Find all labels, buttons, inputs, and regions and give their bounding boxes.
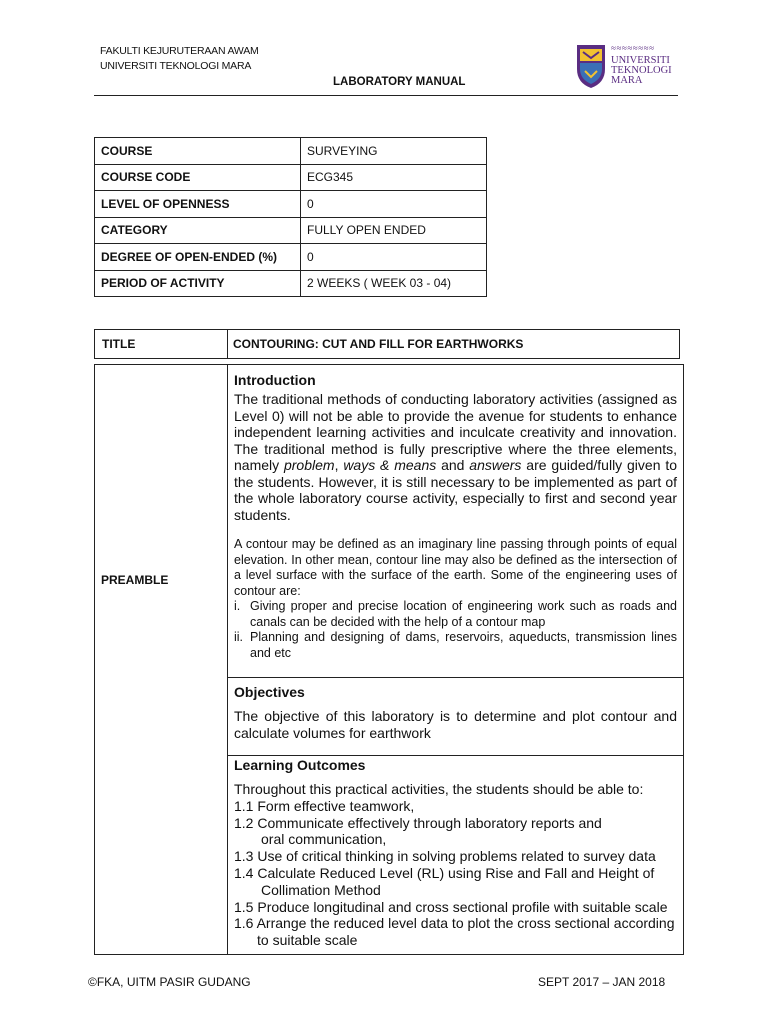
logo-line-3: MARA <box>611 75 643 86</box>
preamble-label: PREAMBLE <box>101 573 169 587</box>
logo-jawi-script: ≈≈≈≈≈≈≈≈ <box>611 43 655 53</box>
list-item <box>234 599 677 630</box>
learning-outcomes-list <box>234 781 677 949</box>
logo-line-2: TEKNOLOGI <box>611 65 672 76</box>
info-key: COURSE <box>95 138 301 165</box>
intro-emphasis: answers <box>469 457 522 473</box>
footer-copyright: ©FKA, UITM PASIR GUDANG <box>88 975 251 989</box>
title-row <box>94 329 680 359</box>
objectives-heading: Objectives <box>234 684 305 700</box>
preamble-section <box>94 364 684 955</box>
info-key: CATEGORY <box>95 217 301 244</box>
section-divider <box>227 755 683 756</box>
info-key: LEVEL OF OPENNESS <box>95 191 301 218</box>
intro-emphasis: ways & means <box>343 457 437 473</box>
info-value: SURVEYING <box>301 138 487 165</box>
outcome-line: 1.5 Produce longitudinal and cross sectional profile with suitable scale <box>234 898 668 915</box>
title-label: TITLE <box>102 337 136 351</box>
intro-emphasis: problem <box>283 457 335 473</box>
document-title: LABORATORY MANUAL <box>333 76 466 88</box>
list-item <box>234 815 677 849</box>
uitm-crest-icon <box>575 43 607 89</box>
section-divider <box>227 677 683 678</box>
table-row <box>95 270 487 297</box>
info-key: COURSE CODE <box>95 164 301 191</box>
info-value: FULLY OPEN ENDED <box>301 217 487 244</box>
introduction-block <box>234 372 677 661</box>
intro-text: and <box>436 457 470 473</box>
list-text: Giving proper and precise location of engineering work such as roads and canals can be decided with the help of a contour map <box>250 599 677 629</box>
outcome-line: 1.1 Form effective teamwork, <box>234 797 415 814</box>
faculty-header <box>100 44 259 74</box>
info-value: 0 <box>301 191 487 218</box>
intro-text: The traditional methods of conducting laboratory activities (assigned as Level 0) will not be able to provide the avenue for students to enhance independent learning activities and inculcate creativity and innovation. The traditional method is fully prescriptive where the three elements, namely <box>234 391 677 473</box>
list-marker: i. <box>234 599 241 613</box>
column-divider <box>227 365 228 954</box>
uitm-logo <box>575 40 679 92</box>
info-key: DEGREE OF OPEN-ENDED (%) <box>95 244 301 271</box>
introduction-heading: Introduction <box>234 372 316 388</box>
title-value: CONTOURING: CUT AND FILL FOR EARTHWORKS <box>233 337 524 351</box>
learning-outcomes-heading: Learning Outcomes <box>234 757 366 773</box>
list-item <box>234 630 677 661</box>
table-row <box>95 138 487 165</box>
table-row <box>95 217 487 244</box>
intro-text: , <box>334 457 344 473</box>
university-name: UNIVERSITI TEKNOLOGI MARA <box>100 60 252 72</box>
learning-outcomes-block <box>234 757 677 949</box>
logo-wordmark <box>611 56 672 86</box>
outcome-line: 1.2 Communicate effectively through laboratory reports and <box>234 814 602 831</box>
list-text: Planning and designing of dams, reservoirs, aqueducts, transmission lines and etc <box>250 630 677 660</box>
outcome-continuation: oral communication, <box>261 831 387 848</box>
faculty-name: FAKULTI KEJURUTERAAN AWAM <box>100 45 259 57</box>
header-divider <box>94 95 678 96</box>
outcome-line: 1.3 Use of critical thinking in solving problems related to survey data <box>234 848 656 865</box>
list-item <box>234 915 677 949</box>
list-item <box>234 798 677 815</box>
list-item <box>234 848 677 865</box>
course-info-table <box>94 137 487 297</box>
table-row <box>95 191 487 218</box>
info-value: 0 <box>301 244 487 271</box>
table-row <box>95 164 487 191</box>
outcome-continuation: Collimation Method <box>261 881 381 898</box>
list-marker: ii. <box>234 630 244 644</box>
introduction-paragraph <box>234 391 677 523</box>
info-key: PERIOD OF ACTIVITY <box>95 270 301 297</box>
list-item <box>234 865 677 899</box>
info-value: 2 WEEKS ( WEEK 03 - 04) <box>301 270 487 297</box>
info-value: ECG345 <box>301 164 487 191</box>
objectives-block <box>234 684 677 741</box>
table-row <box>95 244 487 271</box>
list-item <box>234 899 677 916</box>
column-divider <box>227 330 228 358</box>
intro-text: are guided/fully given to the students. However, it is still necessary to be implemented as part of the whole laboratory course activity, especially to first and second year students. <box>234 457 678 523</box>
outcome-line: 1.6 Arrange the reduced level data to plot the cross sectional according <box>234 915 675 932</box>
objectives-text: The objective of this laboratory is to determine and plot contour and calculate volumes for earthwork <box>234 708 677 741</box>
contour-paragraph: A contour may be defined as an imaginary line passing through points of equal elevation. In other mean, contour line may also be defined as the intersection of a level surface with the surface of the earth. Some of the engineering uses of contour are: <box>234 537 677 598</box>
logo-line-1: UNIVERSITI <box>611 55 670 66</box>
outcome-line: 1.4 Calculate Reduced Level (RL) using Rise and Fall and Height of <box>234 864 655 881</box>
learning-outcomes-intro: Throughout this practical activities, the students should be able to: <box>234 781 644 797</box>
outcome-continuation: to suitable scale <box>257 932 358 949</box>
footer-date: SEPT 2017 – JAN 2018 <box>538 975 666 989</box>
